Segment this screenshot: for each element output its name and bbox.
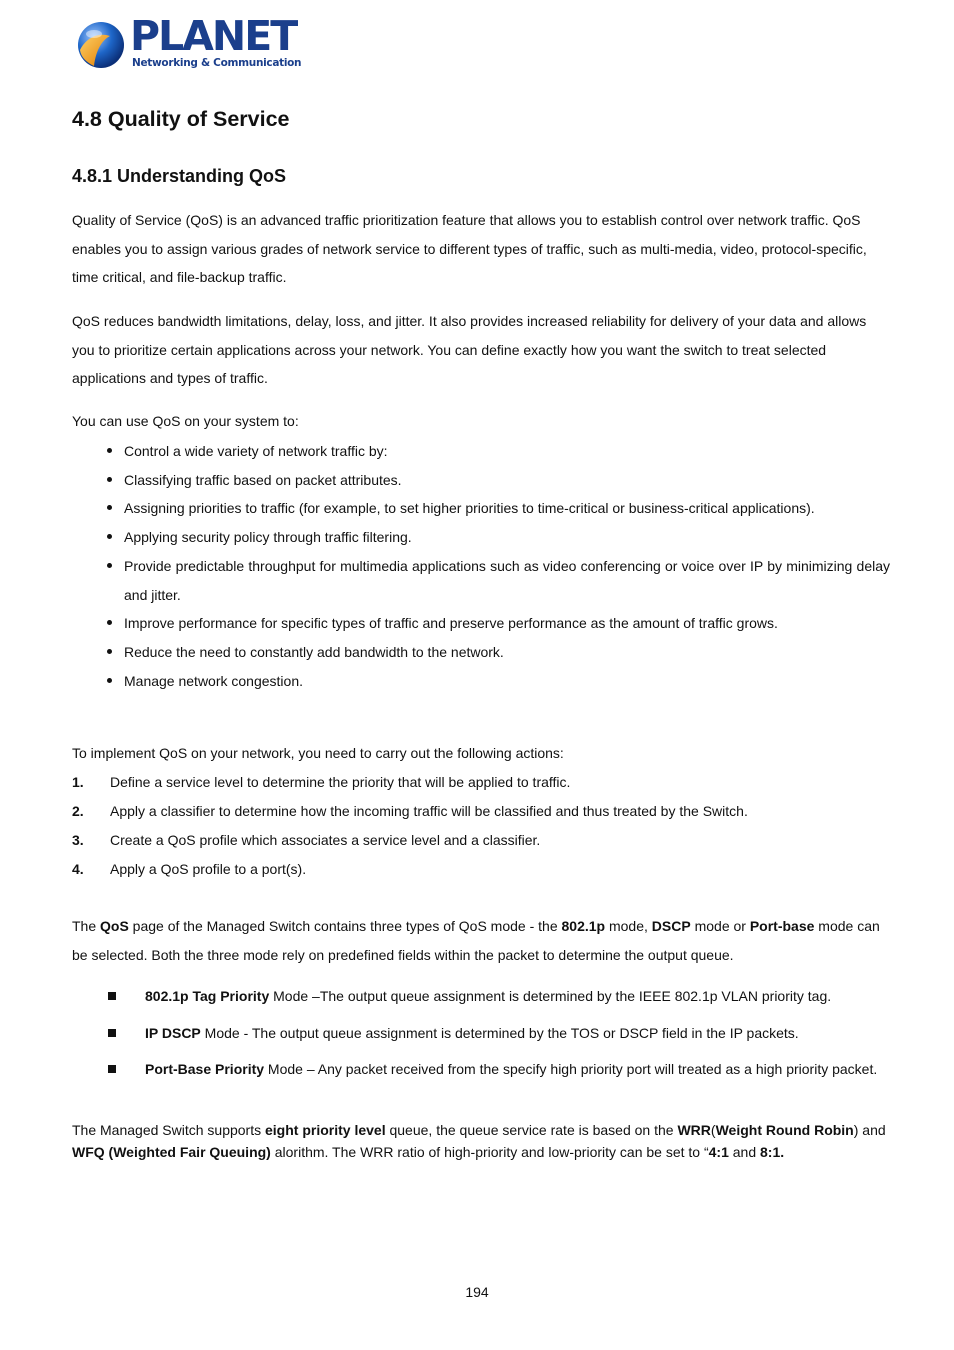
implement-steps [72, 768, 890, 884]
use-intro: You can use QoS on your system to: [72, 413, 299, 429]
bullet-icon [107, 534, 112, 539]
square-bullet-icon [108, 1065, 116, 1073]
priority-queue-paragraph: The Managed Switch supports eight priority level queue, the queue service rate is based on the WRR(Weight Round Robin) and WFQ (Weighted Fair Queuing) alorithm. The WRR ratio of high-priority and low-priority can be set to “4:1 and 8:1. [72, 1122, 886, 1160]
planet-logo [76, 12, 302, 74]
square-bullet-icon [108, 1029, 116, 1037]
list-item: 802.1p Tag Priority Mode –The output queue assignment is determined by the IEEE 802.1p VLAN priority tag. [72, 985, 890, 1008]
list-item: 2. Apply a classifier to determine how the incoming traffic will be classified and thus treated by the Switch. [72, 803, 748, 819]
list-item: Classifying traffic based on packet attributes. [72, 466, 890, 495]
intro-paragraph: Quality of Service (QoS) is an advanced traffic prioritization feature that allows you to establish control over network traffic. QoS enables you to assign various grades of network service to different types of traffic, such as multi-media, video, protocol-specific, time critical, and file-backup traffic. [72, 212, 867, 286]
list-item: Assigning priorities to traffic (for example, to set higher priorities to time-critical or business-critical applications). [72, 494, 890, 523]
list-item: Provide predictable throughput for multimedia applications such as video conferencing or voice over IP by minimizing delay and jitter. [72, 552, 890, 609]
subsection-heading: 4.8.1 Understanding QoS [72, 166, 287, 186]
list-item: IP DSCP Mode - The output queue assignment is determined by the TOS or DSCP field in the IP packets. [72, 1022, 890, 1045]
qos-modes-paragraph: The QoS page of the Managed Switch contains three types of QoS mode - the 802.1p mode, DSCP mode or Port-base mode can be selected. Both the three mode rely on predefined fields within the packet to determine the output queue. [72, 918, 880, 963]
bullet-icon [107, 563, 112, 568]
list-item: Manage network congestion. [72, 667, 890, 696]
brand-name: PLANET [130, 12, 297, 60]
list-item: Applying security policy through traffic filtering. [72, 523, 890, 552]
bullet-icon [107, 620, 112, 625]
bullet-icon [107, 448, 112, 453]
globe-icon [76, 20, 126, 70]
use-bullet-list [72, 437, 890, 695]
bullet-icon [107, 649, 112, 654]
list-item: 3. Create a QoS profile which associates a service level and a classifier. [72, 832, 541, 848]
square-bullet-icon [108, 992, 116, 1000]
brand-tagline: Networking & Communication [132, 57, 302, 69]
bullet-icon [107, 505, 112, 510]
bullet-icon [107, 477, 112, 482]
intro-paragraph: QoS reduces bandwidth limitations, delay, loss, and jitter. It also provides increased reliability for delivery of your data and allows you to prioritize certain applications across your network. You can define exactly how you want the switch to treat selected applications and types of traffic. [72, 313, 867, 387]
page-number: 194 [465, 1284, 489, 1300]
list-item: 1. Define a service level to determine the priority that will be applied to traffic. [72, 774, 571, 790]
implement-intro: To implement QoS on your network, you need to carry out the following actions: [72, 745, 564, 761]
qos-mode-list [72, 985, 890, 1081]
list-item: Reduce the need to constantly add bandwidth to the network. [72, 638, 890, 667]
bullet-icon [107, 678, 112, 683]
section-heading: 4.8 Quality of Service [72, 107, 290, 131]
list-item: Improve performance for specific types of traffic and preserve performance as the amount of traffic grows. [72, 609, 890, 638]
list-item: 4. Apply a QoS profile to a port(s). [72, 861, 307, 877]
list-item: Port-Base Priority Mode – Any packet received from the specify high priority port will treated as a high priority packet. [72, 1058, 890, 1081]
list-item: Control a wide variety of network traffic by: [72, 437, 890, 466]
